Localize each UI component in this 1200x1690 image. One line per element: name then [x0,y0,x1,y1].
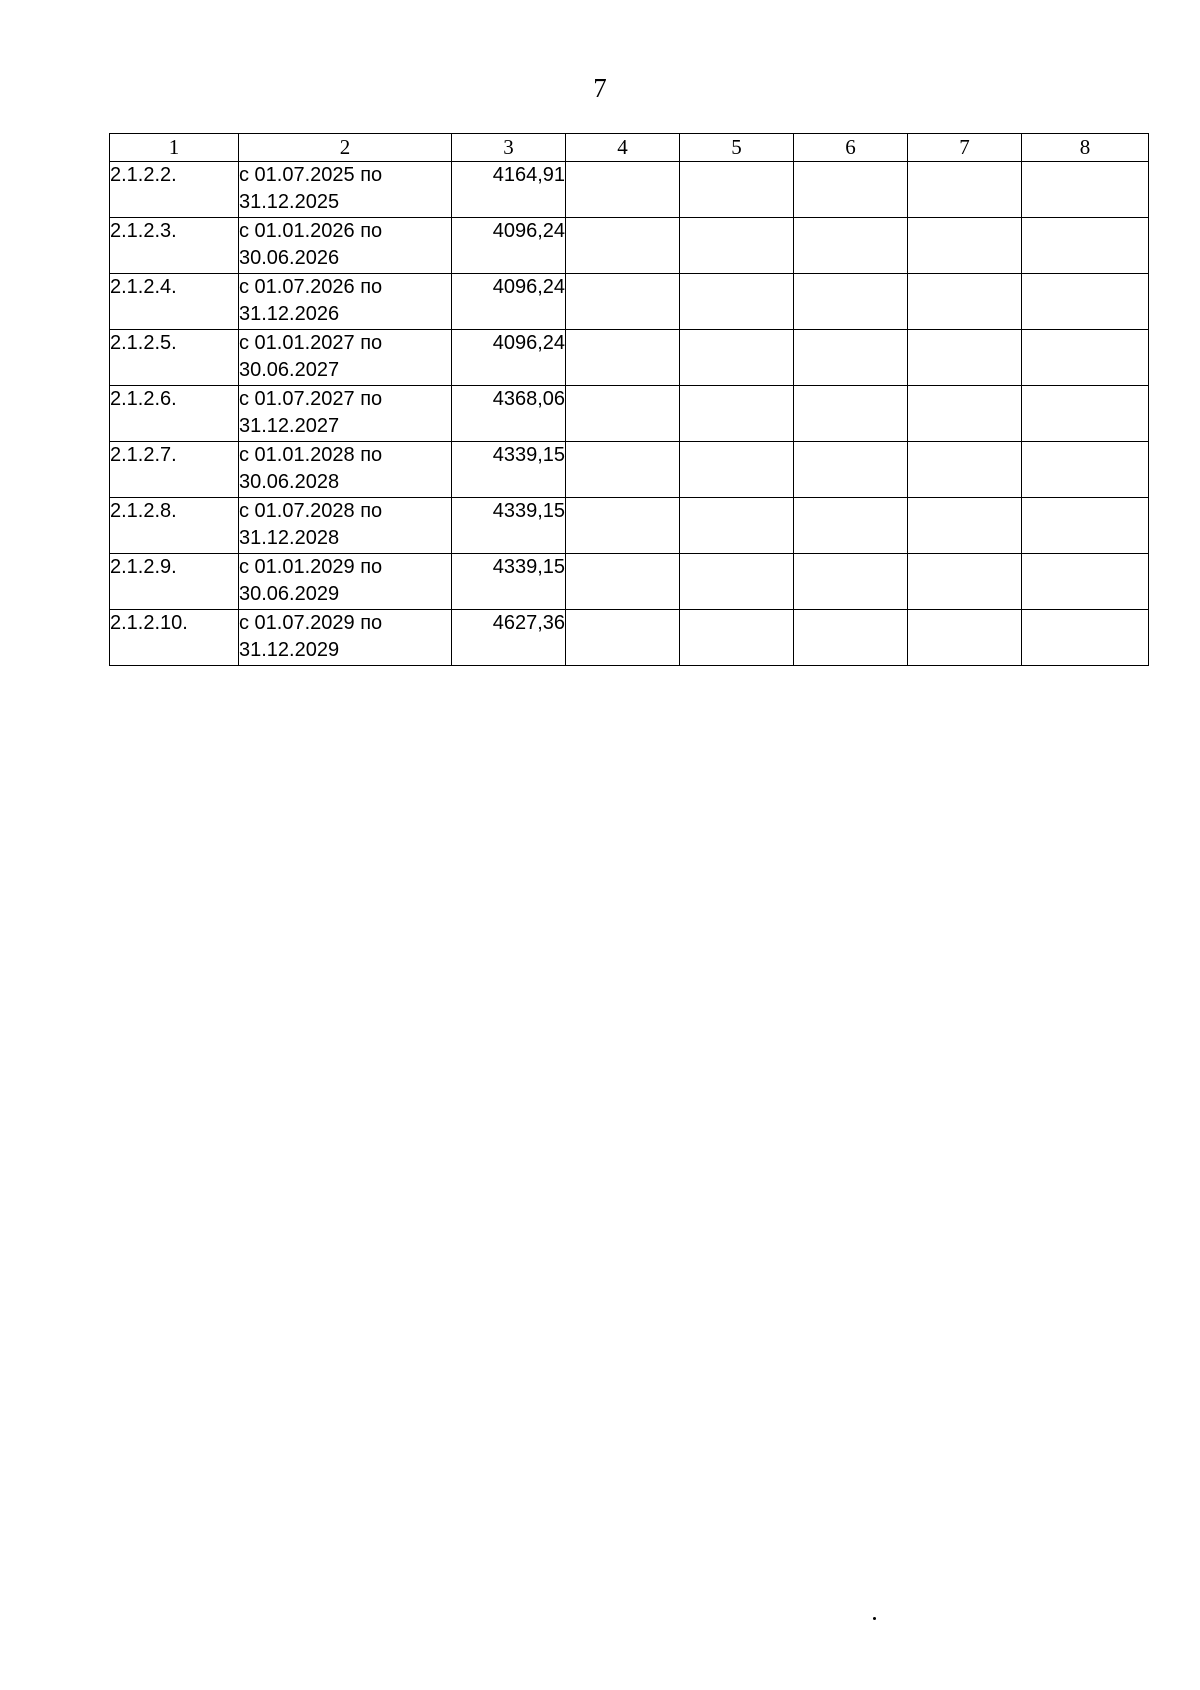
period-cell [239,386,452,442]
empty-cell [680,610,794,666]
value-cell: 4096,24 [452,218,566,274]
value-cell: 4339,15 [452,554,566,610]
period-to: 30.06.2026 [239,247,340,269]
column-header: 3 [452,134,566,162]
empty-cell [1022,386,1149,442]
empty-cell [680,498,794,554]
row-number: 2.1.2.8. [110,498,239,554]
empty-cell [908,162,1022,218]
empty-cell [680,386,794,442]
table-row [110,162,1149,218]
empty-cell [566,218,680,274]
table-row [110,554,1149,610]
empty-cell [566,330,680,386]
period-cell [239,498,452,554]
empty-cell [566,610,680,666]
empty-cell [566,162,680,218]
data-table [109,133,1149,666]
empty-cell [794,162,908,218]
empty-cell [680,330,794,386]
empty-cell [794,498,908,554]
period-from: с 01.07.2025 по [239,164,383,186]
stray-dot [873,1617,876,1620]
header-row [110,134,1149,162]
empty-cell [908,386,1022,442]
empty-cell [1022,330,1149,386]
column-header: 6 [794,134,908,162]
column-header: 7 [908,134,1022,162]
value-cell: 4096,24 [452,330,566,386]
row-number: 2.1.2.10. [110,610,239,666]
period-from: с 01.07.2026 по [239,276,383,298]
period-to: 31.12.2029 [239,639,340,661]
period-to: 30.06.2028 [239,471,340,493]
period-from: с 01.01.2027 по [239,332,383,354]
empty-cell [794,554,908,610]
row-number: 2.1.2.2. [110,162,239,218]
period-to: 31.12.2026 [239,303,340,325]
empty-cell [908,274,1022,330]
period-cell [239,330,452,386]
table-row [110,498,1149,554]
value-cell: 4368,06 [452,386,566,442]
empty-cell [794,330,908,386]
empty-cell [680,554,794,610]
value-cell: 4339,15 [452,498,566,554]
column-header: 2 [239,134,452,162]
empty-cell [680,162,794,218]
row-number: 2.1.2.4. [110,274,239,330]
period-from: с 01.07.2027 по [239,388,383,410]
value-cell: 4339,15 [452,442,566,498]
value-cell: 4164,91 [452,162,566,218]
column-header: 1 [110,134,239,162]
empty-cell [908,554,1022,610]
row-number: 2.1.2.3. [110,218,239,274]
period-cell [239,218,452,274]
empty-cell [794,442,908,498]
period-from: с 01.01.2026 по [239,220,383,242]
row-number: 2.1.2.7. [110,442,239,498]
empty-cell [680,442,794,498]
period-cell [239,554,452,610]
empty-cell [794,274,908,330]
period-from: с 01.01.2029 по [239,556,383,578]
table-body [110,162,1149,666]
table-row [110,218,1149,274]
value-cell: 4096,24 [452,274,566,330]
empty-cell [1022,442,1149,498]
column-header: 8 [1022,134,1149,162]
page-number: 7 [593,73,607,103]
empty-cell [1022,498,1149,554]
empty-cell [680,274,794,330]
empty-cell [566,274,680,330]
empty-cell [566,554,680,610]
table-header [110,134,1149,162]
period-cell [239,610,452,666]
empty-cell [908,610,1022,666]
empty-cell [908,218,1022,274]
period-to: 30.06.2027 [239,359,340,381]
empty-cell [1022,274,1149,330]
period-cell [239,274,452,330]
empty-cell [1022,162,1149,218]
empty-cell [794,610,908,666]
empty-cell [566,386,680,442]
column-header: 4 [566,134,680,162]
row-number: 2.1.2.9. [110,554,239,610]
row-number: 2.1.2.6. [110,386,239,442]
table-row [110,274,1149,330]
row-number: 2.1.2.5. [110,330,239,386]
column-header: 5 [680,134,794,162]
period-cell [239,442,452,498]
period-from: с 01.07.2028 по [239,500,383,522]
period-from: с 01.01.2028 по [239,444,383,466]
period-to: 31.12.2028 [239,527,340,549]
empty-cell [1022,610,1149,666]
table-row [110,442,1149,498]
period-to: 31.12.2025 [239,191,340,213]
period-from: с 01.07.2029 по [239,612,383,634]
empty-cell [1022,218,1149,274]
empty-cell [908,498,1022,554]
empty-cell [1022,554,1149,610]
value-cell: 4627,36 [452,610,566,666]
empty-cell [794,218,908,274]
table-row [110,610,1149,666]
table-row [110,330,1149,386]
period-to: 31.12.2027 [239,415,340,437]
empty-cell [566,498,680,554]
period-cell [239,162,452,218]
empty-cell [680,218,794,274]
empty-cell [566,442,680,498]
empty-cell [794,386,908,442]
empty-cell [908,442,1022,498]
table-row [110,386,1149,442]
empty-cell [908,330,1022,386]
period-to: 30.06.2029 [239,583,340,605]
